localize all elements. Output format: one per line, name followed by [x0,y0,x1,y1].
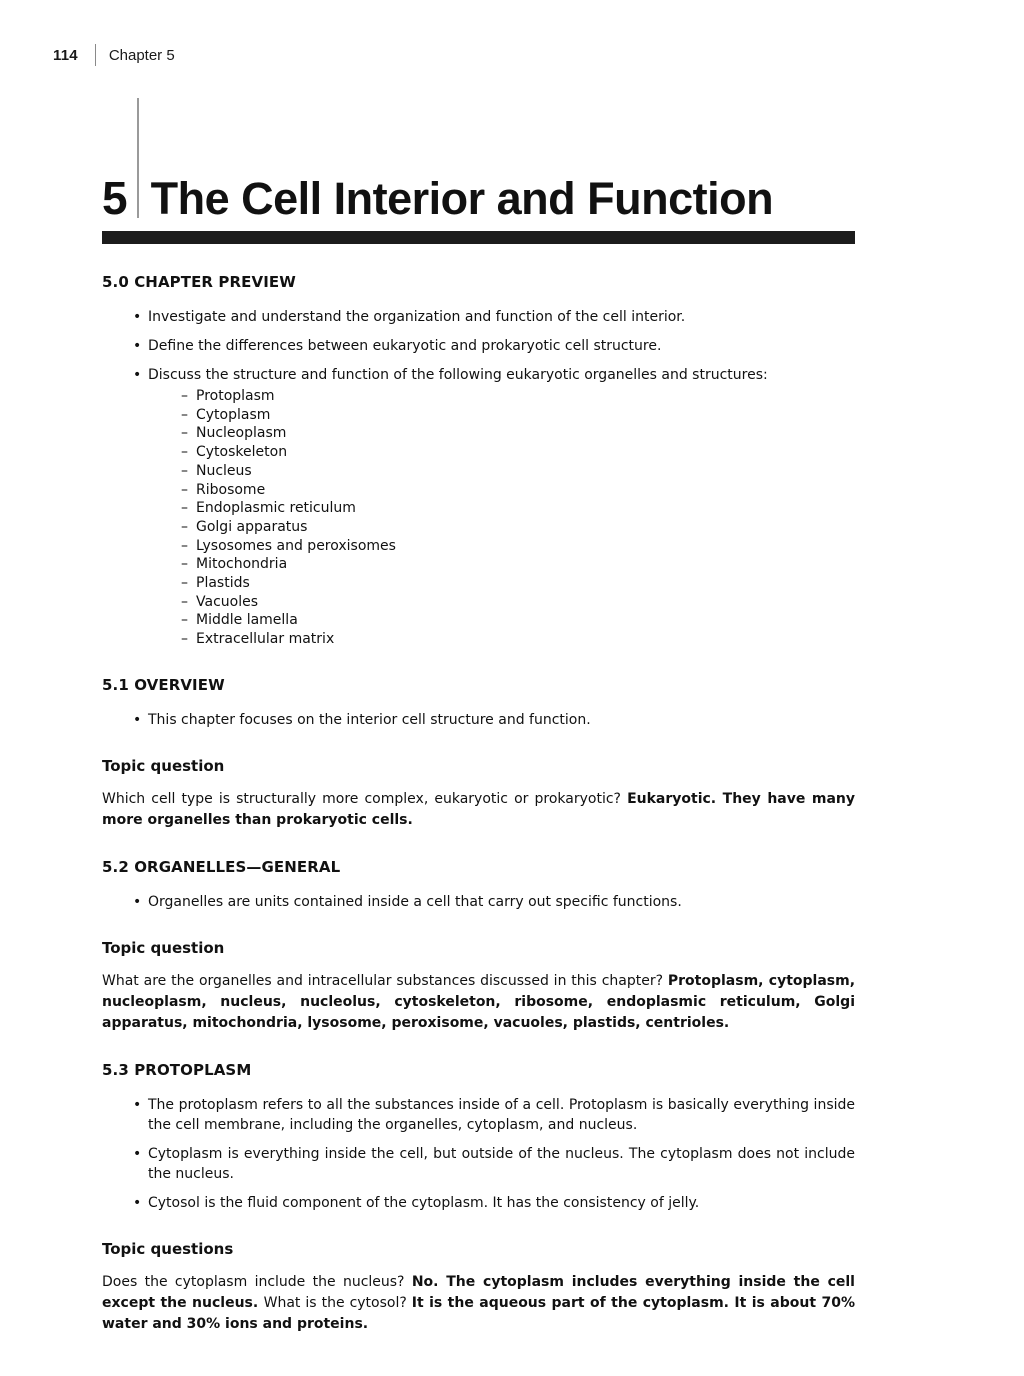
question-text: What is the cytosol? [263,1294,412,1311]
organelle-sub-list [181,387,855,649]
bullet-item [133,365,855,649]
bullet-item: • Define the differences between eukaryotic and prokaryotic cell structure. [133,336,855,356]
list-item: – Middle lamella [181,611,855,630]
list-item: – Vacuoles [181,593,855,612]
answer-text: It is the aqueous part of the cytoplasm. It is about 70% water and 30% ions and proteins. [102,1294,855,1332]
list-item: – Nucleoplasm [181,424,855,443]
section-heading-5-0: 5.0 CHAPTER PREVIEW [102,273,296,291]
running-head-chapter-label: Chapter 5 [108,46,175,64]
list-item: – Cytoplasm [181,406,855,425]
bullet-item: • The protoplasm refers to all the substances inside of a cell. Protoplasm is basically everything inside the cell membrane, including the organelles, cytoplasm, and nucleus. [133,1095,855,1135]
chapter-title-row [102,98,855,225]
section-chapter-preview [102,272,855,649]
question-text: What are the organelles and intracellular substances discussed in this chapter? [102,972,668,989]
bullet-item: • This chapter focuses on the interior cell structure and function. [133,710,855,730]
list-item: – Lysosomes and peroxisomes [181,537,855,556]
page-number: 114 [53,46,78,64]
bullet-item-text: Discuss the structure and function of the following eukaryotic organelles and structures: [148,367,768,383]
answer-text: Eukaryotic. They have many more organelles than prokaryotic cells. [102,790,856,828]
chapter-number: 5 [102,172,128,225]
bullet-item: • Investigate and understand the organization and function of the cell interior. [133,307,855,327]
list-item: – Golgi apparatus [181,518,855,537]
chapter-title-area [102,98,855,244]
list-item: – Nucleus [181,462,855,481]
section-heading-5-2: 5.2 ORGANELLES—GENERAL [102,857,341,876]
list-item: – Endoplasmic reticulum [181,499,855,518]
section-heading-5-1: 5.1 OVERVIEW [102,675,225,694]
topic-question-heading: Topic question [102,756,225,775]
chapter-title-bar [102,231,855,244]
section-overview [102,675,855,831]
topic-question-paragraph [102,789,855,831]
topic-questions-heading: Topic questions [102,1239,234,1258]
list-item: – Plastids [181,574,855,593]
answer-text: Protoplasm, cytoplasm, nucleoplasm, nucleus, nucleolus, cytoskeleton, ribosome, endoplasmic reticulum, Golgi apparatus, mitochondria, lysosome, peroxisome, vacuoles, plastids, centrioles. [102,972,856,1031]
topic-question-paragraph [102,971,855,1034]
bullet-item: • Cytosol is the fluid component of the cytoplasm. It has the consistency of jelly. [133,1193,855,1213]
list-item: – Cytoskeleton [181,443,855,462]
section-organelles-general [102,857,855,1034]
section-heading-5-3: 5.3 PROTOPLASM [102,1060,252,1079]
bullet-item: • Cytoplasm is everything inside the cell, but outside of the nucleus. The cytoplasm does not include the nucleus. [133,1144,855,1184]
list-item: – Mitochondria [181,555,855,574]
page-content [102,272,855,1361]
protoplasm-bullet-list [133,1095,855,1213]
running-head-divider [95,44,96,66]
topic-question-heading: Topic question [102,938,225,957]
chapter-title: The Cell Interior and Function [150,173,774,225]
preview-bullet-list [133,307,855,649]
list-item: – Ribosome [181,481,855,500]
question-text: Does the cytoplasm include the nucleus? [102,1273,412,1290]
organelles-bullet-list [133,892,855,912]
bullet-item: • Organelles are units contained inside a cell that carry out specific functions. [133,892,855,912]
topic-questions-paragraph [102,1272,855,1335]
overview-bullet-list [133,710,855,730]
list-item: – Protoplasm [181,387,855,406]
question-text: Which cell type is structurally more complex, eukaryotic or prokaryotic? [102,790,628,807]
running-head [53,44,175,66]
section-protoplasm [102,1060,855,1335]
answer-text: No. The cytoplasm includes everything inside the cell except the nucleus. [102,1273,855,1311]
list-item: – Extracellular matrix [181,630,855,649]
